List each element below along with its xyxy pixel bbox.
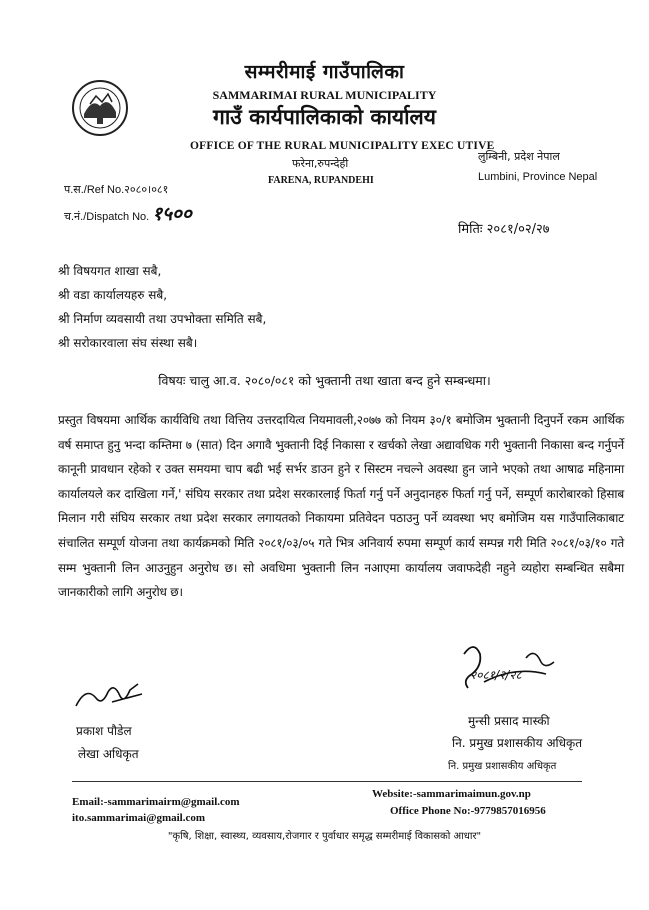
signatory-2-stamp: नि. प्रमुख प्रशासकीय अधिकृत xyxy=(448,761,557,772)
signatory-2-title: नि. प्रमुख प्रशासकीय अधिकृत xyxy=(452,736,583,750)
body-line: भुक्तानी दिनुपर्ने रकम आर्थिक वर्ष समाप्त हुनु भन्दा कम्तिमा ७ (सात) दिन अगावै भुक्तानी दिई निकासा र xyxy=(58,413,624,452)
letter-body xyxy=(58,408,624,605)
body-line: बढी भई सर्भर डाउन हुने र सिस्टम नचल्ने अवस्था हुन जाने भएको तथा आषाढ महिनामा कार्यालयले कर xyxy=(58,462,624,501)
addressee-2: श्री वडा कार्यालयहरु सबै, xyxy=(58,288,168,302)
location-np: फरेना,रुपन्देही xyxy=(292,157,349,170)
body-line: कारोबारको हिसाब मिलान गरी संघिय सरकार तथा प्रदेश सरकार लगायतको निकायमा प्रतिवेदन पठाउनु xyxy=(58,486,624,526)
addressee-1: श्री विषयगत शाखा सबै, xyxy=(58,264,162,278)
province-en: Lumbini, Province Nepal xyxy=(478,171,598,183)
body-line: पर्ने व्यवस्था भए बमोजिम यस गाउँपालिकाबाट संचालित सम्पूर्ण योजना तथा कार्यक्रमको मिति xyxy=(58,511,624,550)
body-line: सम्बन्धित सबैमा जानकारीको लागि अनुरोध छ। xyxy=(58,560,624,600)
dispatch-label: च.नं./Dispatch No. xyxy=(64,211,150,223)
footer-website: Website:-sammarimaimun.gov.np xyxy=(372,788,531,800)
footer-divider xyxy=(72,781,582,782)
municipality-name-en: SAMMARIMAI RURAL MUNICIPALITY xyxy=(212,88,437,102)
location-en: FARENA, RUPANDEHI xyxy=(268,175,374,186)
footer-phone: Office Phone No:-9779857016956 xyxy=(390,805,546,817)
ref-label: प.स./Ref No. xyxy=(64,184,125,196)
body-line: २०८१/०३/०५ गते भित्र अनिवार्य रुपमा सम्पूर्ण कार्य सम्पन्न गरी मिति २०८१/०३/१० गते सम्म xyxy=(58,535,624,575)
signatory-1-title: लेखा अधिकृत xyxy=(78,747,139,761)
body-line: भुक्तानी लिन आउनुहुन अनुरोध छ। सो अवधिमा भुक्तानी लिन नआएमा कार्यालय जवाफदेही नहुने व्यहोरा xyxy=(82,560,550,575)
dispatch-number xyxy=(64,200,192,226)
addressee-3: श्री निर्माण व्यवसायी तथा उपभोक्ता समिति सबै, xyxy=(58,312,267,326)
body-line: दाखिला गर्ने,' संघिय सरकार तथा प्रदेश सरकारलाई फिर्ता गर्नु पर्ने अनुदानहरु फिर्ता गर्नु पर्ने, सम्पूर्ण xyxy=(124,486,543,501)
letter-date: मितिः २०८१/०२/२७ xyxy=(458,222,550,237)
footer-email-1: Email:-sammarimairm@gmail.com xyxy=(72,796,240,808)
office-name-np: गाउँ कार्यपालिकाको कार्यालय xyxy=(213,105,436,129)
province-np: लुम्बिनी, प्रदेश नेपाल xyxy=(478,150,560,163)
body-line: प्रस्तुत विषयमा आर्थिक कार्यविधि तथा वित्तिय उत्तरदायित्व नियमावली,२०७७ को नियम ३०/१ बमोजिम xyxy=(58,413,492,427)
signatory-1-name: प्रकाश पौडेल xyxy=(76,724,132,738)
reference-number xyxy=(64,182,168,197)
dispatch-value: १५०० xyxy=(152,203,192,225)
signatory-2-name: मुन्सी प्रसाद मास्की xyxy=(468,714,550,728)
signature-date: २०८१/२/२८ xyxy=(470,668,522,682)
municipality-name-np: सम्मरीमाई गाउँपालिका xyxy=(244,61,405,83)
footer-email-2: ito.sammarimai@gmail.com xyxy=(72,812,206,824)
signature-1 xyxy=(72,676,162,716)
body-line: खर्चको लेखा अद्यावधिक गरी भुक्तानी निकासा बन्द गर्नुपर्ने कानूनी प्रावधान रहेको र उक्त समयमा चाप xyxy=(58,437,624,477)
office-name-en: OFFICE OF THE RURAL MUNICIPALITY EXEC UTIVE xyxy=(190,140,495,152)
ref-value: २०८०।०८१ xyxy=(124,184,169,196)
letter-subject: विषयः चालु आ.व. २०८०/०८१ को भुक्तानी तथा खाता बन्द हुने सम्बन्धमा। xyxy=(158,373,491,388)
footer-slogan: "कृषि, शिक्षा, स्वास्थ्य, व्यवसाय,रोजगार र पुर्वाधार समृद्ध सम्मरीमाई विकासको आधार" xyxy=(167,831,482,842)
addressee-4: श्री सरोकारवाला संघ संस्था सबै। xyxy=(58,336,198,350)
